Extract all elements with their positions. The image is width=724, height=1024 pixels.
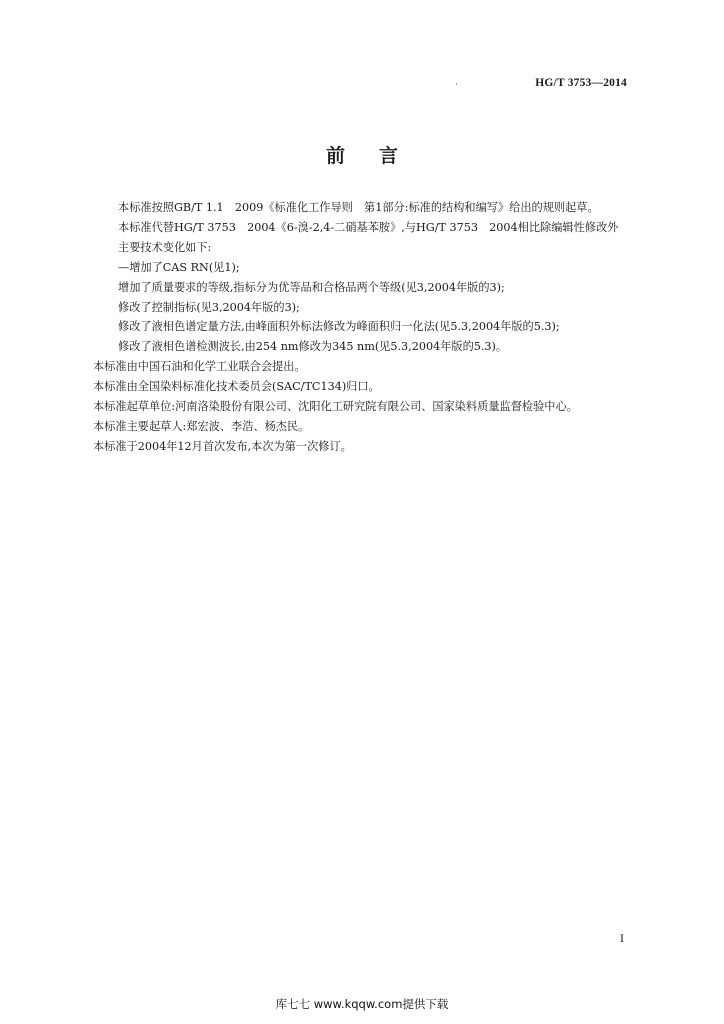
change-item: 修改了控制指标(见3,2004年版的3); [118, 300, 300, 314]
paragraph-centralized-by: 本标准由全国染料标准化技术委员会(SAC/TC134)归口。 [93, 380, 380, 394]
change-item: 修改了液相色谱检测波长,由254 nm修改为345 nm(见5.3,2004年版的5.3)。 [118, 340, 508, 354]
change-item: 修改了液相色谱定量方法,由峰面积外标法修改为峰面积归一化法(见5.3,2004年版的5.3); [118, 320, 560, 334]
change-item: 增加了质量要求的等级,指标分为优等品和合格品两个等级(见3,2004年版的3); [118, 280, 505, 294]
paragraph-replaces: 本标准代替HG/T 3753 2004《6-溴-2,4-二硝基苯胺》,与HG/T 3753 2004相比除编辑性修改外主要技术变化如下: [118, 220, 619, 254]
paragraph-drafting-rules: 本标准按照GB/T 1.1 2009《标准化工作导则 第1部分:标准的结构和编写》给出的规则起草。 [118, 201, 599, 214]
paragraph-drafters: 本标准主要起草人:郑宏波、李浩、杨杰民。 [93, 419, 310, 433]
standard-code: HG/T 3753—2014 [535, 77, 627, 89]
page-title: 前言 [325, 145, 432, 167]
paragraph-proposed-by: 本标准由中国石油和化学工业联合会提出。 [93, 360, 306, 374]
header-dot: · [455, 80, 458, 90]
change-item: —增加了CAS RN(见1); [118, 260, 240, 274]
download-footer: 库七七 www.kqqw.com提供下载 [275, 997, 449, 1011]
paragraph-drafting-units: 本标准起草单位:河南洛染股份有限公司、沈阳化工研究院有限公司、国家染料质量监督检验中心。 [93, 400, 578, 414]
page-number: I [620, 931, 624, 945]
foreword-body [93, 198, 629, 457]
paragraph-history: 本标准于2004年12月首次发布,本次为第一次修订。 [93, 439, 352, 453]
